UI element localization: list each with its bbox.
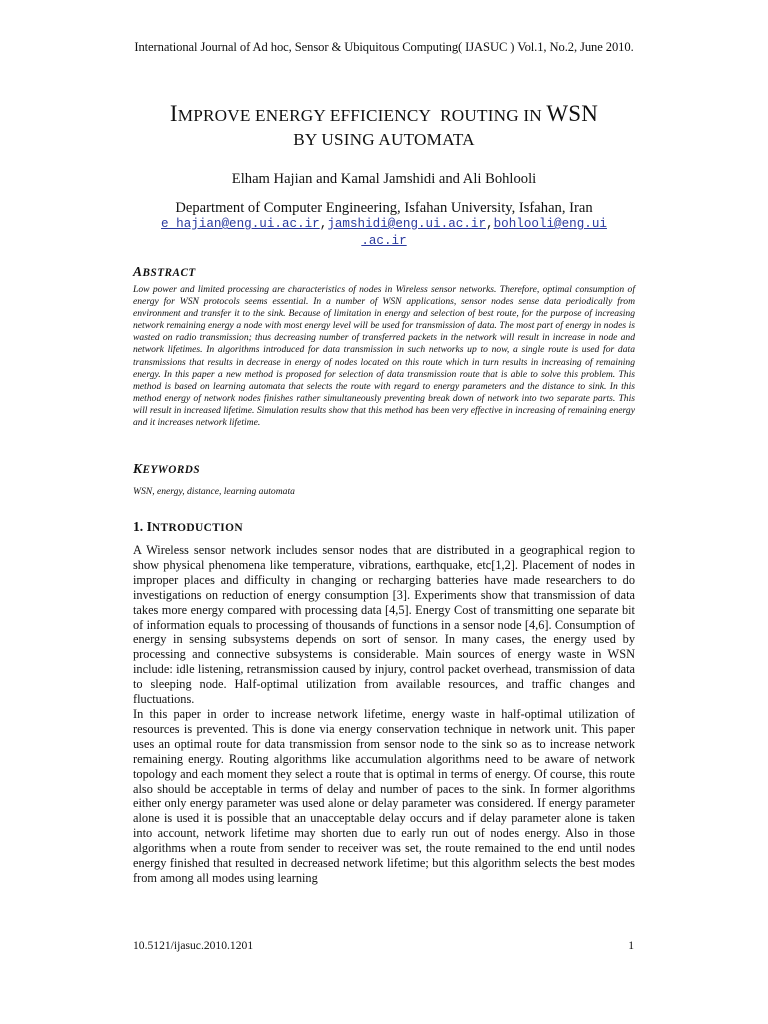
title-part-wsn: WSN [546, 101, 599, 126]
emails-line-2 [0, 233, 768, 250]
intro-paragraph-2: In this paper in order to increase network lifetime, energy waste in half-optimal utilization of resources is prevented. This is done via energy conservation technique in network unit. This paper uses an optimal route for data transmission from sensor node to the sink so as to increase network remaining energy. Routing algorithms like accumulation algorithms need to be aware of network topology and each moment they select a route that is optimal in terms of energy. Of course, this route also should be acceptable in terms of delay and number of paces to the sink. In former algorithms either only energy parameter was used alone or delay parameter was considered. If energy parameter alone is used it is possible that an unacceptable delay occurs and if delay parameter alone is taken into account, network lifetime may shorten due to early run out of nodes energy. Also in those algorithms when a route from sender to receiver was set, the route remained to the end until nodes energy finished that resulted in decreased network lifetime; but this algorithm selects the best modes from among all modes using learning [133, 706, 635, 885]
section-number: 1. [133, 519, 144, 534]
intro-paragraph-1: A Wireless sensor network includes sensor nodes that are distributed in a geographical region to show physical phenomena like temperature, vibrations, earthquake, etc[1,2]. Placement of nodes in improper places and difficulty in changing or recharging batteries have made researchers to do investigations on reduction of energy consumption [3]. Experiments show that transmission of data takes more energy compared with processing data [4,5]. Energy Cost of transmitting one separate bit of information equals to processing of thousands of functions in a sensor node [4,6]. Consumption of energy in sensing subsystems depends on sort of sensor. In many cases, the energy used by processing and connective subsystems is considerable. Main sources of energy waste in WSN include: idle listening, retransmission caused by injury, control packet overhead, transmission of data to sleeping node. Half-optimal utilization from available resources, and traffic changes and fluctuations. [133, 543, 635, 707]
email-link-hajian[interactable]: e_hajian@eng.ui.ac.ir [161, 217, 320, 231]
title-line-2: BY USING AUTOMATA [293, 130, 475, 149]
abstract-heading: ABSTRACT [133, 264, 196, 279]
keywords-text: WSN, energy, distance, learning automata [133, 486, 295, 497]
keywords-heading: KEYWORDS [133, 461, 201, 476]
email-link-bohlooli-part2[interactable]: .ac.ir [361, 234, 407, 248]
title-line-1 [0, 102, 768, 128]
title-cap-i: I [169, 101, 178, 126]
email-separator: , [486, 217, 494, 231]
introduction-heading: 1. INTRODUCTION [133, 519, 244, 534]
email-separator: , [319, 217, 328, 231]
introduction-body [133, 543, 635, 886]
journal-header: International Journal of Ad hoc, Sensor & Ubiquitous Computing( IJASUC ) Vol.1, No.2, June 2010. [134, 40, 634, 54]
footer-doi: 10.5121/ijasuc.2010.1201 [133, 939, 254, 952]
department: Department of Computer Engineering, Isfahan University, Isfahan, Iran [175, 200, 593, 216]
page-number: 1 [628, 939, 634, 952]
title-part-1: MPROVE ENERGY EFFICIENCY ROUTING IN [177, 106, 547, 125]
email-link-jamshidi[interactable]: jamshidi@eng.ui.ac.ir [327, 217, 487, 231]
abstract-text: Low power and limited processing are characteristics of nodes in Wireless sensor networks. Therefore, optimal consumption of energy for WSN protocols seems essential. In a number of WSN applications, sensor nodes sense data periodically from environment and transfer it to the sink. Because of limitation in energy and selection of best route, for the purpose of increasing network remaining energy a node with most energy level will be used for transmission of data. The most part of energy in nodes is wasted on radio transmission; thus decreasing number of transferred packets in the network will result in increase in node and network lifetimes. In algorithms introduced for data transmission in such networks up to now, a single route is used for data transmissions that results in decrease in energy of nodes located on this route which in turn results in increasing of remaining energy. In this paper a new method is proposed for selection of data transmission route that is able to solve this problem. This method is based on learning automata that selects the route with regard to energy parameters and the distance to sink. In this method energy of network nodes finishes rather simultaneously preventing break down of network into two separate parts. This will result in increased lifetime. Simulation results show that this method has been very effective in increasing of remaining energy and it increases network lifetime. [133, 284, 635, 429]
emails-line-1 [0, 216, 768, 233]
author-emails [0, 216, 768, 250]
authors: Elham Hajian and Kamal Jamshidi and Ali Bohlooli [231, 171, 537, 187]
email-link-bohlooli-part1[interactable]: bohlooli@eng.ui [493, 217, 607, 231]
paper-title [0, 102, 768, 152]
